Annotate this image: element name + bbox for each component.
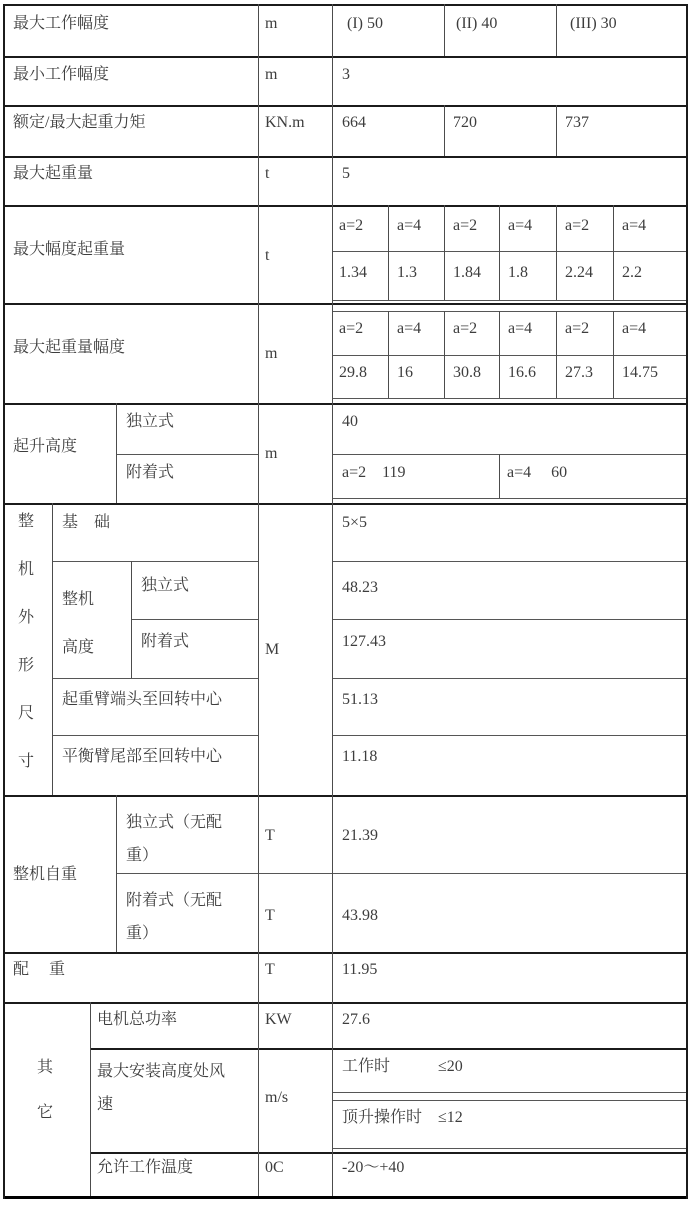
max-working-range-value-2: (II) 40	[456, 15, 498, 32]
working-temperature-label: 允许工作温度	[97, 1159, 194, 1176]
range-value-cell: 30.8	[453, 364, 481, 381]
foundation-label: 基 础	[62, 514, 111, 531]
lifting-height-attached-value-a2: a=2 119	[342, 464, 406, 481]
a-header-cell: a=2	[453, 320, 478, 337]
dimensions-strip-char: 整	[18, 513, 35, 530]
wind-speed-label: 最大安装高度处风速	[97, 1063, 226, 1113]
dimensions-strip-char: 形	[18, 657, 35, 674]
total-weight-label: 整机自重	[13, 866, 78, 883]
table-border-right	[686, 4, 688, 1199]
lifting-height-freestanding-value: 40	[342, 413, 358, 430]
a-header-cell: a=4	[622, 217, 647, 234]
machine-height-attached-value: 127.43	[342, 633, 386, 650]
rated-max-moment-value-2: 720	[453, 114, 477, 131]
counterweight-value: 11.95	[342, 961, 378, 978]
min-working-range-value: 3	[342, 66, 350, 83]
max-lifting-capacity-value: 5	[342, 165, 350, 182]
lifting-height-attached-value-a4: a=4 60	[507, 464, 568, 481]
capacity-value-cell: 1.8	[508, 264, 528, 281]
working-temperature-value: -20～+40	[342, 1159, 405, 1176]
lifting-height-label: 起升高度	[13, 438, 78, 455]
dimensions-unit: M	[265, 641, 280, 658]
a-header-cell: a=4	[397, 217, 422, 234]
total-weight-freestanding-label: 独立式（无配重）	[126, 814, 223, 864]
table-border-bottom	[3, 1196, 688, 1199]
max-working-range-value-3: (III) 30	[570, 15, 617, 32]
machine-height-freestanding-value: 48.23	[342, 579, 378, 596]
dimensions-strip-char: 机	[18, 561, 35, 578]
counterjib-to-center-label: 平衡臂尾部至回转中心	[62, 748, 223, 765]
capacity-at-max-range-label: 最大幅度起重量	[13, 241, 126, 258]
machine-height-freestanding-label: 独立式	[141, 577, 190, 594]
max-working-range-value-1: (I) 50	[347, 15, 383, 32]
a-header-cell: a=4	[508, 320, 533, 337]
machine-height-attached-label: 附着式	[141, 633, 190, 650]
total-weight-attached-unit: T	[265, 907, 275, 924]
lifting-height-attached-label: 附着式	[126, 464, 175, 481]
machine-height-label: 整机高度	[62, 591, 95, 656]
a-header-cell: a=2	[453, 217, 478, 234]
a-header-cell: a=2	[339, 320, 364, 337]
counterweight-unit: T	[265, 961, 275, 978]
total-weight-attached-label: 附着式（无配重）	[126, 892, 223, 942]
lifting-height-freestanding-label: 独立式	[126, 413, 175, 430]
wind-speed-unit: m/s	[265, 1089, 289, 1106]
table-border-top	[3, 4, 688, 6]
total-weight-freestanding-value: 21.39	[342, 827, 378, 844]
capacity-value-cell: 1.3	[397, 264, 417, 281]
range-at-max-capacity-label: 最大起重量幅度	[13, 339, 126, 356]
capacity-value-cell: 2.2	[622, 264, 642, 281]
wind-speed-jacking-value: 顶升操作时 ≤12	[342, 1109, 463, 1126]
dimensions-strip-char: 尺	[18, 705, 35, 722]
a-header-cell: a=2	[339, 217, 364, 234]
capacity-value-cell: 1.84	[453, 264, 481, 281]
min-working-range-label: 最小工作幅度	[13, 66, 110, 83]
rated-max-moment-value-1: 664	[342, 114, 366, 131]
other-strip-char: 其	[37, 1059, 54, 1076]
max-working-range-unit: m	[265, 15, 278, 32]
working-temperature-unit: 0C	[265, 1159, 284, 1176]
total-weight-freestanding-unit: T	[265, 827, 275, 844]
capacity-value-cell: 1.34	[339, 264, 367, 281]
jib-to-center-value: 51.13	[342, 691, 378, 708]
jib-to-center-label: 起重臂端头至回转中心	[62, 691, 223, 708]
range-at-max-capacity-unit: m	[265, 345, 278, 362]
a-header-cell: a=4	[508, 217, 533, 234]
range-value-cell: 16.6	[508, 364, 536, 381]
counterjib-to-center-value: 11.18	[342, 748, 378, 765]
range-value-cell: 16	[397, 364, 413, 381]
motor-power-label: 电机总功率	[97, 1011, 178, 1028]
wind-speed-working-value: 工作时 ≤20	[342, 1058, 463, 1075]
capacity-value-cell: 2.24	[565, 264, 593, 281]
rated-max-moment-label: 额定/最大起重力矩	[13, 114, 146, 131]
dimensions-strip-char: 外	[18, 609, 35, 626]
max-lifting-capacity-label: 最大起重量	[13, 165, 94, 182]
range-value-cell: 14.75	[622, 364, 658, 381]
lifting-height-unit: m	[265, 445, 278, 462]
foundation-value: 5×5	[342, 514, 368, 531]
range-value-cell: 27.3	[565, 364, 593, 381]
a-header-cell: a=4	[397, 320, 422, 337]
max-lifting-capacity-unit: t	[265, 165, 270, 182]
table-border-left	[3, 4, 5, 1199]
motor-power-value: 27.6	[342, 1011, 370, 1028]
a-header-cell: a=4	[622, 320, 647, 337]
min-working-range-unit: m	[265, 66, 278, 83]
a-header-cell: a=2	[565, 217, 590, 234]
rated-max-moment-unit: KN.m	[265, 114, 305, 131]
max-working-range-label: 最大工作幅度	[13, 15, 110, 32]
motor-power-unit: KW	[265, 1011, 292, 1028]
capacity-at-max-range-unit: t	[265, 247, 270, 264]
a-header-cell: a=2	[565, 320, 590, 337]
rated-max-moment-value-3: 737	[565, 114, 589, 131]
dimensions-strip-char: 寸	[18, 753, 35, 770]
other-strip-char: 它	[37, 1104, 54, 1121]
counterweight-label: 配 重	[13, 961, 66, 978]
range-value-cell: 29.8	[339, 364, 367, 381]
total-weight-attached-value: 43.98	[342, 907, 378, 924]
